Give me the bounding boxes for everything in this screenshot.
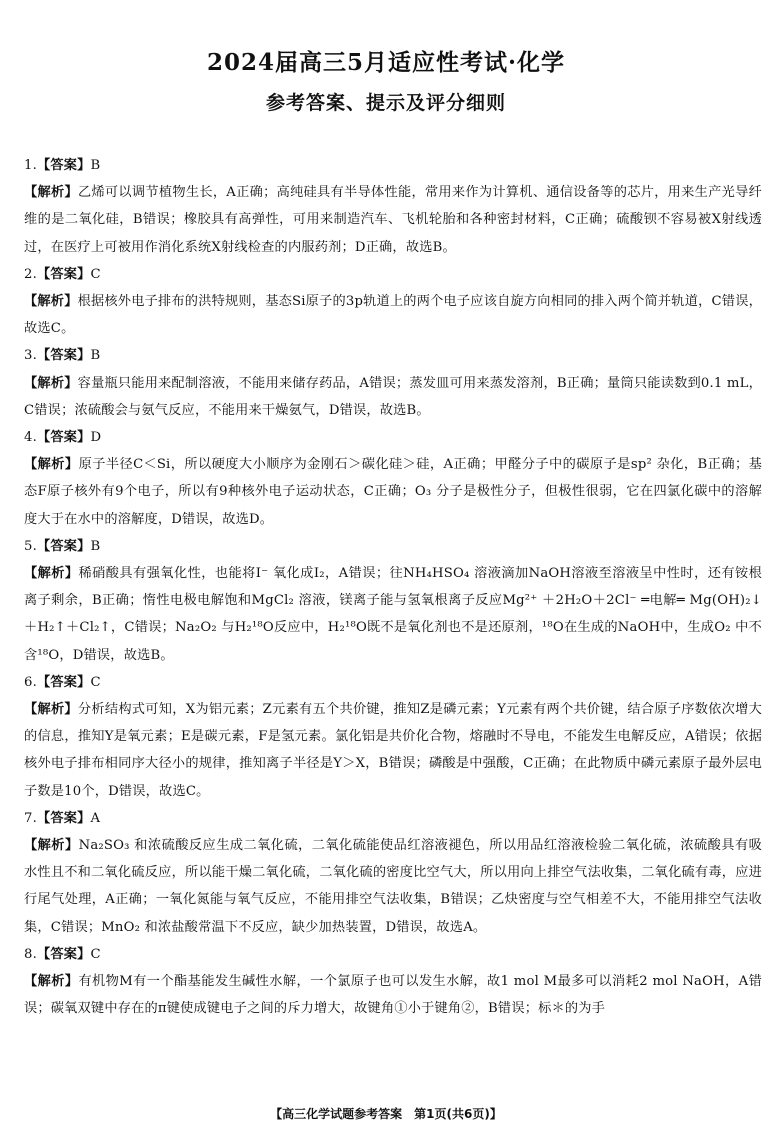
analysis-tag: 【解析】 bbox=[24, 185, 78, 201]
analysis-tag: 【解析】 bbox=[24, 457, 79, 473]
question-8-analysis bbox=[24, 968, 762, 1022]
answer-tag: 【答案】 bbox=[36, 946, 91, 962]
analysis-tag: 【解析】 bbox=[24, 375, 78, 391]
analysis-text: Na₂SO₃ 和浓硫酸反应生成二氧化硫，二氧化硫能使品红溶液褪色，所以用品红溶液检验二氧化硫，浓硫酸具有吸水性且不和二氧化硫反应，所以能干燥二氧化硫，二氧化硫的密度比空气大，所以用向上排空气法收集，二氧化硫有毒，应进行尾气处理，A正确；一氧化氮能与氧气反应，不能用排空气法收集，B错误；乙炔密度与空气相差不大，不能用排空气法收集，C错误；MnO₂ 和浓盐酸常温下不反应，缺少加热装置，D错误，故选A。 bbox=[24, 838, 762, 935]
question-7-answer bbox=[24, 805, 762, 832]
question-number: 2. bbox=[24, 266, 37, 282]
question-3-answer bbox=[24, 342, 762, 369]
question-7-analysis bbox=[24, 832, 762, 941]
answer-value: D bbox=[90, 430, 102, 446]
analysis-tag: 【解析】 bbox=[24, 566, 79, 582]
analysis-tag: 【解析】 bbox=[24, 838, 79, 854]
analysis-tag: 【解析】 bbox=[24, 294, 78, 310]
question-2-answer bbox=[24, 261, 762, 288]
analysis-text: 乙烯可以调节植物生长，A正确；高纯硅具有半导体性能，常用来作为计算机、通信设备等的芯片，用来生产光导纤维的是二氧化硅，B错误；橡胶具有高弹性，可用来制造汽车、飞机轮胎和各种密封材料，C正确；硫酸钡不容易被X射线透过，在医疗上可被用作消化系统X射线检查的内服药剂；D正确，故选B。 bbox=[24, 185, 762, 255]
question-3-analysis bbox=[24, 370, 762, 424]
answer-value: A bbox=[90, 810, 101, 826]
question-1-answer bbox=[24, 152, 762, 179]
question-4-analysis bbox=[24, 451, 762, 533]
answer-tag: 【答案】 bbox=[36, 810, 91, 826]
analysis-text: 稀硝酸具有强氧化性，也能将I⁻ 氧化成I₂，A错误；往NH₄HSO₄ 溶液滴加NaOH溶液至溶液呈中性时，还有铵根离子剩余，B正确；惰性电极电解饱和MgCl₂ 溶液，镁离子能与氢氧根离子反应Mg²⁺ ＋2H₂O＋2Cl⁻ ═电解═ Mg(OH)₂↓＋H₂↑＋Cl₂↑，C错误；Na₂O₂ 与H₂¹⁸O反应中，H₂¹⁸O既不是氧化剂也不是还原剂，¹⁸O在生成的NaOH中，生成O₂ 中不含¹⁸O，D错误，故选B。 bbox=[24, 566, 762, 663]
analysis-text: 根据核外电子排布的洪特规则，基态Si原子的3p轨道上的两个电子应该自旋方向相同的排入两个简并轨道，C错误，故选C。 bbox=[24, 294, 762, 337]
analysis-text: 有机物M有一个酯基能发生碱性水解，一个氯原子也可以发生水解，故1 mol M最多可以消耗2 mol NaOH，A错误；碳氧双键中存在的π键使成键电子之间的斥力增大，故键角①小于键角②，B错误；标＊的为手 bbox=[24, 974, 762, 1017]
question-number: 8. bbox=[24, 946, 37, 962]
analysis-tag: 【解析】 bbox=[24, 974, 79, 990]
analysis-text: 原子半径C＜Si，所以硬度大小顺序为金刚石＞碳化硅＞硅，A正确；甲醛分子中的碳原子是sp² 杂化，B正确；基态F原子核外有9个电子，所以有9种核外电子运动状态，C正确；O₃ 分子是极性分子，但极性很弱，它在四氯化碳中的溶解度大于在水中的溶解度，D错误，故选D。 bbox=[24, 457, 762, 527]
answer-value: B bbox=[90, 158, 101, 173]
answer-value: B bbox=[90, 538, 101, 554]
question-8-answer bbox=[24, 941, 762, 968]
question-number: 7. bbox=[24, 810, 37, 826]
analysis-text: 分析结构式可知，X为铝元素；Z元素有五个共价键，推知Z是磷元素；Y元素有两个共价键，结合原子序数依次增大的信息，推知Y是氧元素；E是碳元素，F是氢元素。氯化铝是共价化合物，熔融时不导电，不能发生电解反应，A错误；依据核外电子排布相同序大径小的规律，推知离子半径是Y＞X，B错误；磷酸是中强酸，C正确；在此物质中磷元素原子最外层电子数是10个，D错误，故选C。 bbox=[24, 702, 762, 799]
question-number: 3. bbox=[24, 348, 37, 364]
question-number: 1. bbox=[24, 158, 37, 173]
answer-tag: 【答案】 bbox=[36, 158, 91, 173]
answer-value: C bbox=[90, 946, 101, 962]
answer-value: B bbox=[90, 348, 101, 364]
question-6-answer bbox=[24, 669, 762, 696]
page-footer: 【高三化学试题参考答案 第1页(共6页)】 bbox=[270, 1107, 502, 1121]
question-number: 6. bbox=[24, 674, 37, 690]
answer-tag: 【答案】 bbox=[36, 430, 91, 446]
question-number: 5. bbox=[24, 538, 37, 554]
page-subtitle: 参考答案、提示及评分细则 bbox=[265, 92, 506, 114]
answer-value: C bbox=[90, 674, 101, 690]
answer-tag: 【答案】 bbox=[36, 538, 91, 554]
question-number: 4. bbox=[24, 430, 37, 446]
answer-value: C bbox=[90, 266, 101, 282]
answer-tag: 【答案】 bbox=[36, 674, 91, 690]
answer-list bbox=[24, 152, 762, 1023]
question-5-answer bbox=[24, 533, 762, 560]
question-5-analysis bbox=[24, 560, 762, 669]
analysis-text: 容量瓶只能用来配制溶液，不能用来储存药品，A错误；蒸发皿可用来蒸发溶剂，B正确；量筒只能读数到0.1 mL，C错误；浓硫酸会与氨气反应，不能用来干燥氨气，D错误，故选B。 bbox=[24, 375, 762, 418]
question-4-answer bbox=[24, 424, 762, 451]
answer-tag: 【答案】 bbox=[36, 266, 91, 282]
question-6-analysis bbox=[24, 696, 762, 805]
analysis-tag: 【解析】 bbox=[24, 702, 78, 718]
page-title: 2024届高三5月适应性考试·化学 bbox=[206, 49, 566, 76]
answer-tag: 【答案】 bbox=[36, 348, 91, 364]
question-1-analysis bbox=[24, 179, 762, 261]
question-2-analysis bbox=[24, 288, 762, 342]
